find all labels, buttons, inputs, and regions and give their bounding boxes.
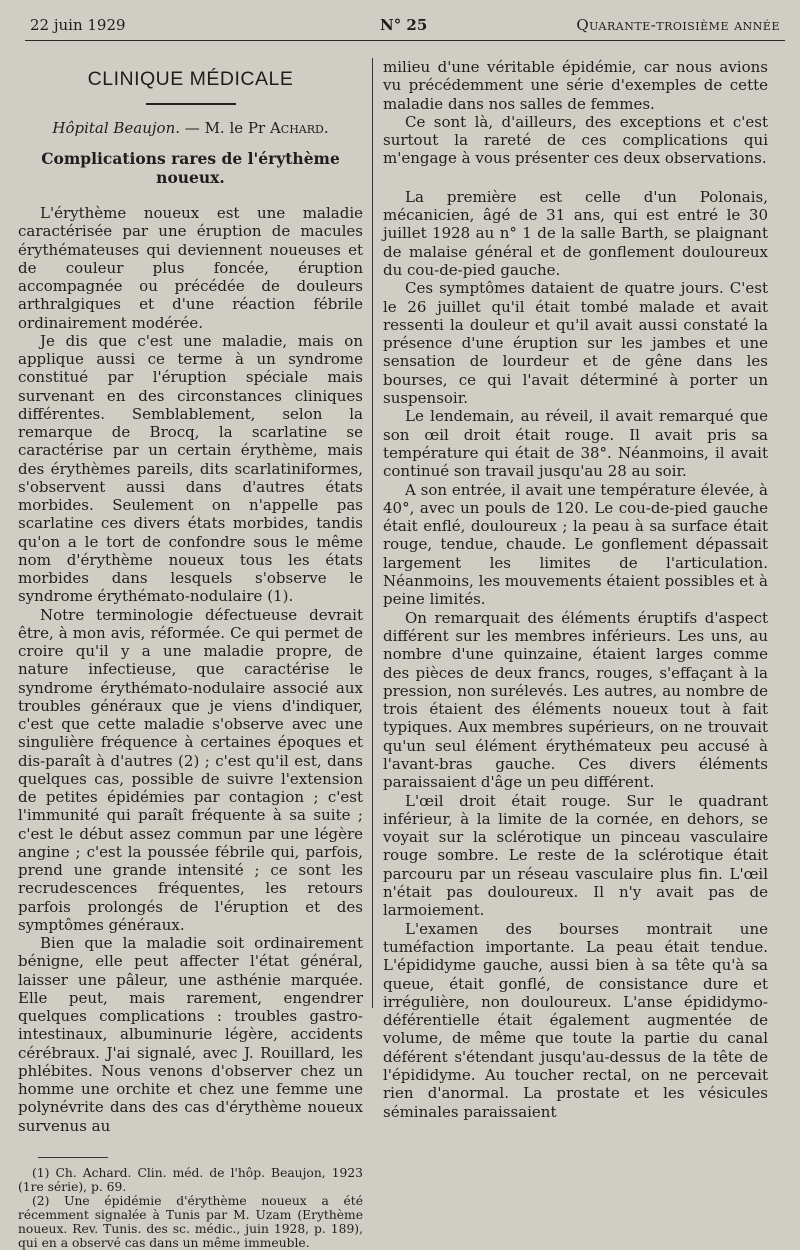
paragraph: Ce sont là, d'ailleurs, des exceptions et c'est surtout la rareté de ces complications qui m'engage à vous présenter ces deux observations. [383,112,768,168]
paragraph: L'érythème noueux est une maladie caractérisée par une éruption de macules érythémateuses qui deviennent noueuses et de couleur plus foncée, éruption accompagnée ou précédée de douleurs arthralgiques et d'une réaction fébrile ordinairement modérée. [18,204,363,332]
issue-date: 22 juin 1929 [30,16,126,34]
paragraph: milieu d'une véritable épidémie, car nous avions vu précédemment une série d'exemples de cette maladie dans nos salles de femmes. [383,58,768,113]
paragraph: L'œil droit était rouge. Sur le quadrant inférieur, à la limite de la cornée, en dehors, se voyait sur la sclérotique un pinceau vasculaire rouge sombre. Le reste de la sclérotique était parcouru par un réseau vasculaire plus fin. L'œil n'était pas douloureux. Il n'y avait pas de larmoiement. [383,791,768,920]
header-rule [25,40,785,41]
paragraph: L'examen des bourses montrait une tuméfaction importante. La peau était tendue. L'épididyme gauche, aussi bien à sa tête qu'à sa queue, était gonflé, de consistance dure et irrégulière, non douloureux. L'anse épididymo-déférentielle était également augmentée de volume, de même que toute la partie du canal déférent s'étendant jusqu'au-dessus de la tête de l'épididyme. Au toucher rectal, on ne percevait rien d'anormal. La prostate et les vésicules séminales paraissaient [383,919,768,1121]
author-prefix: M. le Pr [204,119,266,137]
right-column [383,58,768,1121]
running-header [30,16,780,38]
paragraph: Notre terminologie défectueuse devrait être, à mon avis, réformée. Ce qui permet de croire qu'il y a une maladie propre, de nature infectieuse, que caractérise le syndrome érythémato-nodulaire associé aux troubles généraux que je viens d'indiquer, c'est que cette maladie s'observe avec une singulière fréquence à certaines époques et dis-paraît à d'autres (2) ; c'est qu'il est, dans quelques cas, possible de suivre l'extension de petites épidémies par contagion ; c'est l'immunité qui paraît fréquente à sa suite ; c'est le début assez commun par une légère angine ; c'est la poussée fébrile qui, parfois, prend une grande intensité ; ce sont les recrudescences fréquentes, les retours parfois prolongés de l'éruption et des symptômes généraux. [18,605,363,934]
paragraph-gap [383,168,768,188]
column-divider [372,58,373,1008]
hospital-name: Hôpital Beaujon. [52,119,181,137]
paragraph: On remarquait des éléments éruptifs d'aspect différent sur les membres inférieurs. Les uns, au nombre d'une quinzaine, étaient larges comme des pièces de deux francs, rouges, s'effaçant à la pression, non surélevés. Les autres, au nombre de trois étaient des éléments noueux tout à fait typiques. Aux membres supérieurs, on ne trouvait qu'un seul élément érythémateux peu accusé à l'avant-bras gauche. Ces divers éléments paraissaient d'âge un peu différent. [383,608,768,792]
paragraph: Bien que la maladie soit ordinairement bénigne, elle peut affecter l'état général, laisser une pâleur, une asthénie marquée. Elle peut, mais rarement, engendrer quelques complications : troubles gastro-intestinaux, albuminurie légère, accidents cérébraux. J'ai signalé, avec J. Rouillard, les phlébites. Nous venons d'observer chez un homme une orchite et chez une femme une polynévrite dans des cas d'érythème noueux survenus au [18,934,363,1135]
right-body [383,58,768,1121]
author-name: Achard. [269,119,329,137]
byline: Hôpital Beaujon. — M. le Pr Achard. [52,119,329,137]
left-body [18,204,363,1135]
footnote-rule [38,1157,108,1158]
footnote: (2) Une épidémie d'érythème noueux a été récemment signalée à Tunis par M. Uzam (Erythème noueux. Rev. Tunis. des sc. médic., juin 1928, p. 189), qui en a observé cas dans un même immeuble. [18,1193,363,1250]
paragraph: Je dis que c'est une maladie, mais on applique aussi ce terme à un syndrome constitué par l'éruption spéciale mais survenant en des circonstances cliniques différentes. Semblablement, selon la remarque de Brocq, la scarlatine se caractérise par un certain érythème, mais des érythèmes pareils, dits scarlatiniformes, s'observent aussi dans d'autres états morbides. Seulement on n'appelle pas scarlatine ces divers états morbides, tandis qu'on a le tort de confondre sous le même nom d'érythème noueux tous les états morbides dans lesquels s'observe le syndrome érythémato-nodulaire (1). [18,331,363,606]
title-rule [146,103,236,105]
paragraph: Le lendemain, au réveil, il avait remarqué que son œil droit était rouge. Il avait pris sa température qui était de 38°. Néanmoins, il avait continué son travail jusqu'au 28 au soir. [383,407,768,481]
article-title: Complications rares de l'érythème noueux. [41,149,340,187]
section-title: CLINIQUE MÉDICALE [87,68,294,90]
paragraph: A son entrée, il avait une température élevée, à 40°, avec un pouls de 120. Le cou-de-pied gauche était enflé, douloureux ; la peau à sa surface était rouge, tendue, chaude. Le gonflement dépassait largement les limites de l'articulation. Néanmoins, les mouvements étaient possibles et à peine limités. [383,480,768,609]
issue-number: N° 25 [380,16,428,34]
paragraph: La première est celle d'un Polonais, mécanicien, âgé de 31 ans, qui est entré le 30 juillet 1928 au n° 1 de la salle Barth, se plaignant de malaise général et de gonflement douloureux du cou-de-pied gauche. [383,187,768,279]
paragraph: Ces symptômes dataient de quatre jours. C'est le 26 juillet qu'il était tombé malade et avait ressenti la douleur et qu'il avait aussi constaté la présence d'une éruption sur les jambes et une sensation de lourdeur et de gêne dans les bourses, ce qui l'avait déterminé à porter un suspensoir. [383,279,768,408]
volume-year: Quarante-troisième année [576,16,780,34]
footnotes [18,1166,363,1250]
footnote: (1) Ch. Achard. Clin. méd. de l'hôp. Beaujon, 1923 (1re série), p. 69. [18,1165,363,1194]
left-column [18,60,363,1250]
